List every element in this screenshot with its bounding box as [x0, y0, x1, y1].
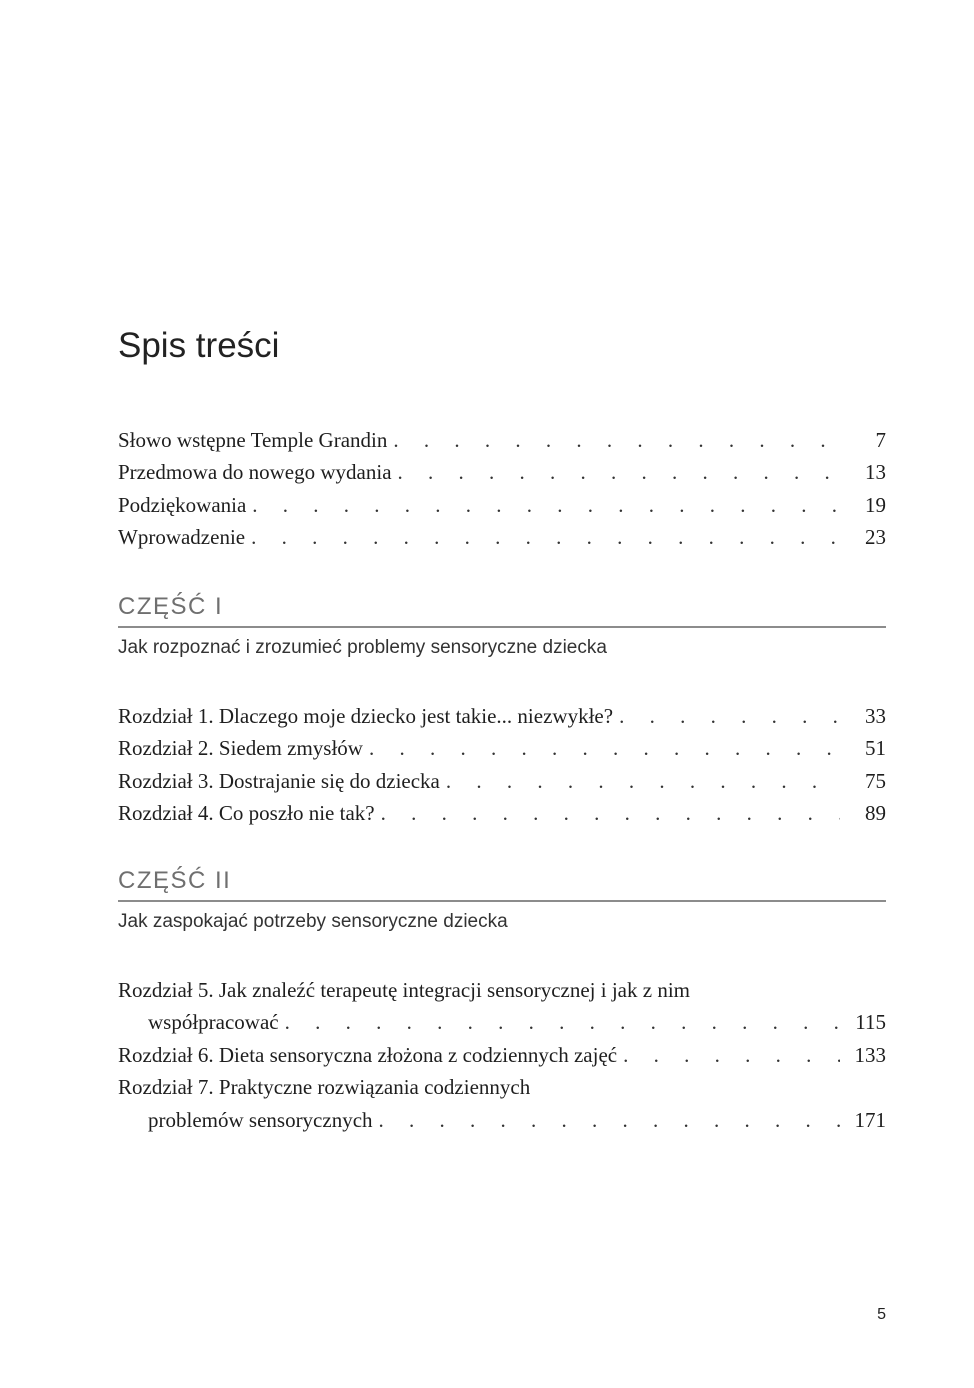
dot-leader: [369, 732, 840, 764]
part-label: CZĘŚĆ II: [118, 867, 232, 894]
toc-page-number: 33: [865, 704, 886, 728]
toc-entry-title: Rozdział 5. Jak znaleźć terapeutę integracji sensorycznej i jak z nim: [118, 978, 690, 1002]
dot-leader: [446, 765, 840, 797]
dot-leader: [252, 489, 840, 521]
dot-leader: [619, 700, 840, 732]
toc-entry-title: Wprowadzenie: [118, 525, 246, 550]
toc-entry-introduction[interactable]: [118, 521, 886, 553]
toc-entry-chapter-3[interactable]: [118, 765, 886, 797]
toc-entry-chapter-5[interactable]: [118, 974, 886, 1039]
toc-entry-chapter-4[interactable]: [118, 797, 886, 829]
toc-entry-title: Rozdział 2. Siedem zmysłów: [118, 736, 363, 761]
toc-page-number: 13: [865, 460, 886, 485]
toc-entry-title: Rozdział 4. Co poszło nie tak?: [118, 801, 375, 826]
dot-leader: [285, 1006, 840, 1038]
toc-entry-acknowledgements[interactable]: [118, 489, 886, 521]
dot-leader: [379, 1104, 840, 1136]
toc-page-number: 171: [854, 1107, 886, 1132]
part-2-chapter-list: [118, 974, 886, 1136]
toc-page-number: 19: [865, 492, 886, 517]
toc-entry-foreword[interactable]: [118, 424, 886, 456]
toc-entry-chapter-1[interactable]: [118, 700, 886, 732]
toc-entry-title: Rozdział 3. Dostrajanie się do dziecka: [118, 768, 440, 793]
part-1-subtitle: Jak rozpoznać i zrozumieć problemy sensoryczne dziecka: [118, 637, 607, 658]
part-1-chapter-list: [118, 700, 886, 830]
toc-entry-title: Przedmowa do nowego wydania: [118, 460, 392, 485]
toc-entry-title: Rozdział 6. Dieta sensoryczna złożona z codziennych zajęć: [118, 1042, 618, 1067]
toc-page-number: 133: [854, 1042, 886, 1067]
toc-page-number: 75: [865, 768, 886, 793]
toc-entry-title-continuation: współpracować: [148, 1010, 279, 1035]
toc-entry-chapter-6[interactable]: [118, 1039, 886, 1071]
toc-entry-title-continuation: problemów sensorycznych: [148, 1107, 373, 1132]
dot-leader: [251, 521, 840, 553]
part-1-heading: [118, 590, 886, 628]
toc-entry-title: Słowo wstępne Temple Grandin: [118, 428, 388, 452]
dot-leader: [381, 797, 840, 829]
page-title: Spis treści: [118, 326, 280, 365]
dot-leader: [393, 424, 840, 456]
toc-entry-title: Rozdział 1. Dlaczego moje dziecko jest takie... niezwykłe?: [118, 704, 614, 728]
toc-entry-chapter-2[interactable]: [118, 732, 886, 764]
dot-leader: [623, 1039, 840, 1071]
page-number: 5: [877, 1306, 886, 1323]
toc-page-number: 7: [875, 428, 886, 452]
dot-leader: [398, 456, 840, 488]
toc-page-number: 89: [865, 801, 886, 826]
part-label: CZĘŚĆ I: [118, 593, 224, 620]
front-matter-list: [118, 424, 886, 554]
toc-entry-chapter-7[interactable]: [118, 1071, 886, 1136]
toc-page-number: 23: [865, 525, 886, 550]
toc-entry-preface[interactable]: [118, 456, 886, 488]
toc-entry-title: Podziękowania: [118, 492, 247, 517]
part-2-subtitle: Jak zaspokajać potrzeby sensoryczne dziecka: [118, 911, 508, 932]
toc-entry-title: Rozdział 7. Praktyczne rozwiązania codziennych: [118, 1075, 531, 1100]
toc-page-number: 115: [855, 1010, 886, 1035]
toc-page-number: 51: [865, 736, 886, 761]
part-2-heading: [118, 864, 886, 902]
